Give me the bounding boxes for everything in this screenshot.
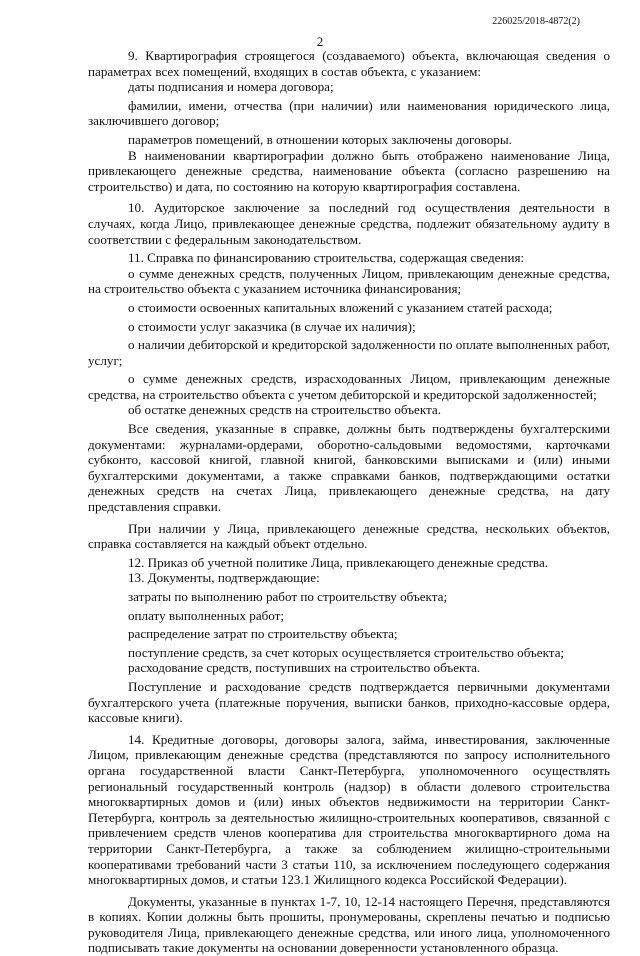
- paragraph-item: затраты по выполнению работ по строительству объекта;: [128, 589, 448, 604]
- paragraph-11: 11. Справка по финансированию строительства, содержащая сведения:: [128, 250, 525, 266]
- paragraph-text: В наименовании квартирографии должно быть отображено наименование Лица, привлекающего денежные средства, наименование объекта (согласно разрешению на строительство) и дата, по состоянию на которую квартирография составлена.: [88, 147, 610, 194]
- paragraph-item: о стоимости освоенных капитальных вложений с указанием статей расхода;: [128, 299, 553, 315]
- paragraph-item: фамилии, имени, отчества (при наличии) или наименования юридического лица, заключившего договор;: [88, 97, 610, 129]
- paragraph-item: о стоимости услуг заказчика (в случае их наличия);: [128, 318, 416, 334]
- paragraph-item: о наличии дебиторской и кредиторской задолженности по оплате выполненных работ, услуг;: [88, 337, 610, 368]
- paragraph-text: При наличии у Лица, привлекающего денежные средства, нескольких объектов, справка составляется на каждый объект отдельно.: [88, 520, 610, 552]
- paragraph-text: Поступление и расходование средств подтверждается первичными документами бухгалтерского учета (платежные поручения, выписки банков, приходно-кассовые ордера, кассовые книги).: [88, 678, 610, 726]
- paragraph-item: оплату выполненных работ;: [128, 607, 285, 623]
- paragraph-item: даты подписания и номера договора;: [128, 79, 334, 95]
- paragraph-14: 14. Кредитные договоры, договоры залога, займа, инвестирования, заключенные Лицом, привлекающим денежные средства (представляются по запросу исполнительного органа государственной власти Санкт-Петербурга, уполномоченного осуществлять региональный государственный контроль (надзор) в области долевого строительства многоквартирных домов и (или) иных объектов недвижимости на территории Санкт-Петербурга, контроль за деятельностью жилищно-строительных кооперативов, связанной с привлечением средств членов кооператива для строительства многоквартирного дома на территории Санкт-Петербурга, а также за соблюдением жилищно-строительными кооперативами требований части 3 статьи 110, за исключением последующего содержания многоквартирных домов, и статьи 123.1 Жилищного кодекса Российской Федерации).: [88, 731, 610, 888]
- page-number: 2: [316, 34, 324, 49]
- paragraph-item: о сумме денежных средств, израсходованных Лицом, привлекающим денежные средства, на строительство объекта с учетом дебиторской и кредиторской задолженностей;: [88, 371, 610, 402]
- paragraph-item: об остатке денежных средств на строительство объекта.: [128, 402, 441, 418]
- paragraph-item: параметров помещений, в отношении которых заключены договоры.: [128, 131, 512, 147]
- paragraph-text: Документы, указанные в пунктах 1-7, 10, 12-14 настоящего Перечня, представляются в копиях. Копии должны быть прошиты, пронумерованы, скреплены печатью и подписью руководителя Лица, привлекающего денежные средства, или иного лица, уполномоченного подписывать такие документы на основании доверенности установленного образца.: [88, 893, 610, 956]
- paragraph-item: о сумме денежных средств, полученных Лицом, привлекающим денежные средства, на строительство объекта с указанием источника финансирования;: [88, 265, 610, 297]
- paragraph-13: 13. Документы, подтверждающие:: [128, 570, 320, 586]
- paragraph-10: 10. Аудиторское заключение за последний год осуществления деятельности в случаях, когда Лицо, привлекающее денежные средства, подлежит обязательному аудиту в соответствии с федеральным законодательством.: [88, 200, 610, 247]
- document-body: [88, 48, 610, 956]
- paragraph-item: распределение затрат по строительству объекта;: [128, 626, 398, 642]
- paragraph-12: 12. Приказ об учетной политике Лица, привлекающего денежные средства.: [128, 554, 549, 570]
- document-number: 226025/2018-4872(2): [492, 16, 580, 27]
- paragraph-9: 9. Квартирография строящегося (создаваемого) объекта, включающая сведения о параметрах всех помещений, входящих в состав объекта, с указанием:: [88, 48, 610, 79]
- paragraph-item: расходование средств, поступивших на строительство объекта.: [128, 660, 481, 676]
- paragraph-item: поступление средств, за счет которых осуществляется строительство объекта;: [128, 644, 565, 660]
- paragraph-text: Все сведения, указанные в справке, должны быть подтверждены бухгалтерскими документами: журналами-ордерами, оборотно-сальдовыми ведомостями, карточками субконто, кассовой книгой, главной книгой, банковскими выписками и (или) иными бухгалтерскими документами, а также справками банков, подтверждающими остатки денежных средств на счетах Лица, привлекающего денежные средства, на дату представления справки.: [88, 421, 610, 515]
